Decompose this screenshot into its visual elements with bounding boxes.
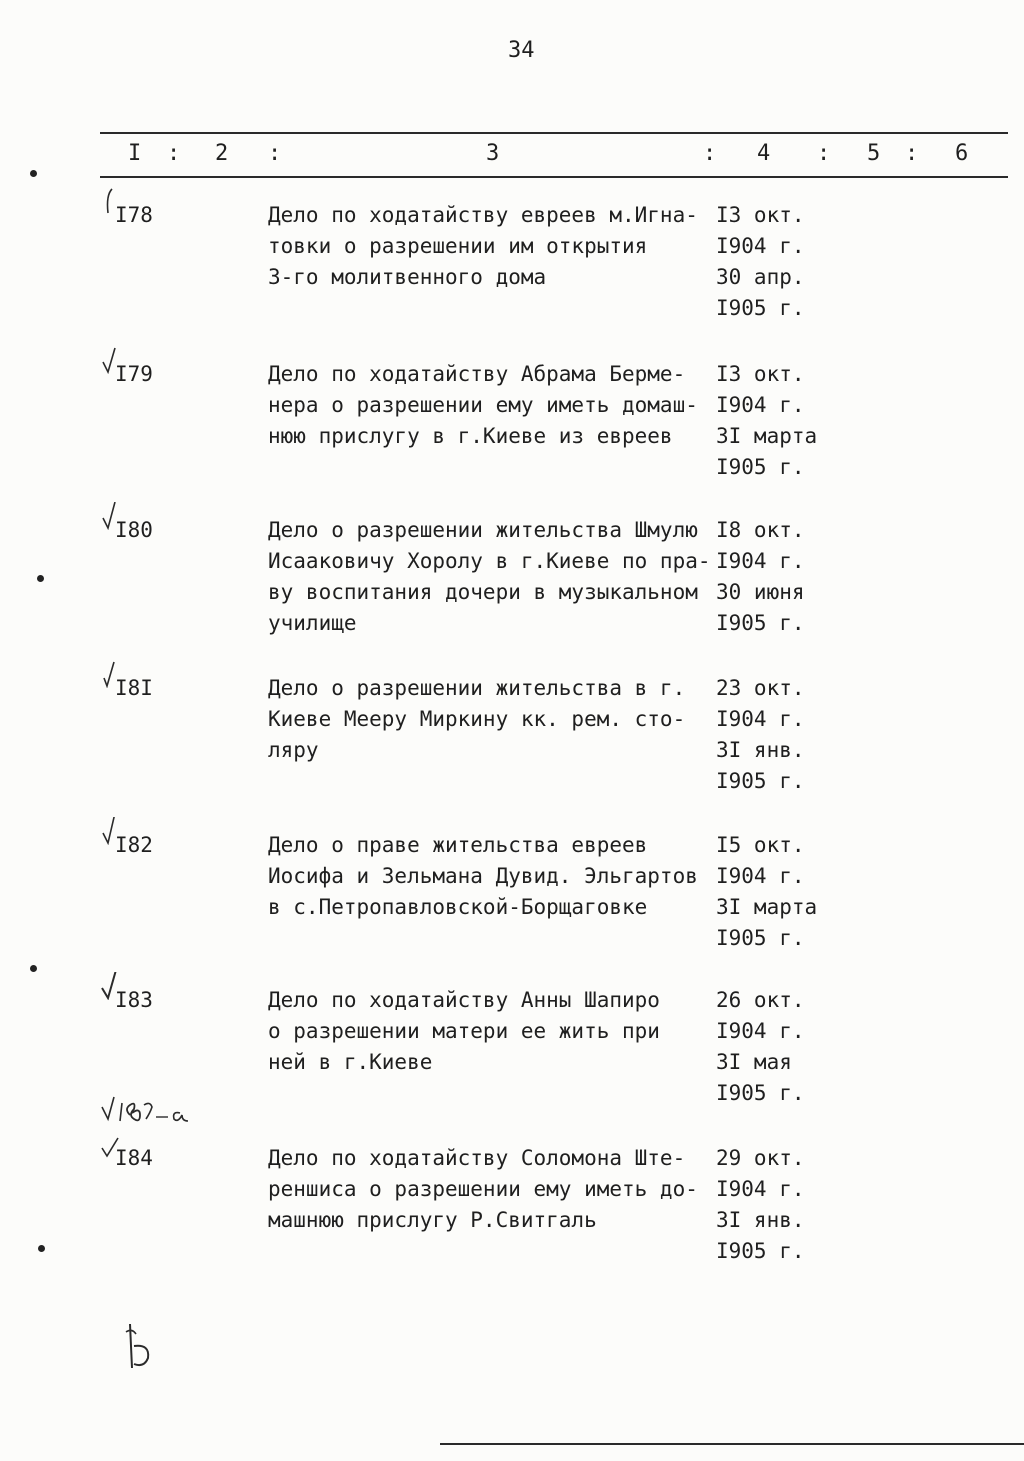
date-end-day: 30 июня [716,580,805,604]
entry-title-line: Киеве Мееру Миркину кк. рем. сто- [268,707,686,731]
column-separator: : [167,141,181,166]
date-end-year: I905 г. [716,1081,805,1105]
table-row [0,362,1024,502]
entry-title-line: нюю прислугу в г.Киеве из евреев [268,424,673,448]
entry-title-line: Дело о разрешении жительства в г. [268,676,686,700]
column-header-5: 5 [867,141,881,166]
column-separator: : [905,141,919,166]
date-end-year: I905 г. [716,769,805,793]
entry-title-line: ву воспитания дочери в музыкальном [268,580,698,604]
column-separator: : [817,141,831,166]
binder-hole-mark [38,1245,45,1252]
entry-number: I78 [115,203,153,227]
handwritten-signature [120,1322,160,1370]
date-end-day: 3I мая [716,1050,792,1074]
entry-title-line: Дело о праве жительства евреев [268,833,648,857]
table-row [0,676,1024,816]
binder-hole-mark [37,575,44,582]
table-row [0,833,1024,973]
entry-title-line: в с.Петропавловской-Борщаговке [268,895,648,919]
date-start-day: 23 окт. [716,676,805,700]
entry-title-line: Дело по ходатайству Абрама Берме- [268,362,686,386]
date-start-day: 26 окт. [716,988,805,1012]
date-start-day: I5 окт. [716,833,805,857]
entry-title-line: Иосифа и Зельмана Дувид. Эльгартов [268,864,698,888]
date-start-year: I904 г. [716,393,805,417]
date-start-day: I3 окт. [716,203,805,227]
column-separator: : [703,141,717,166]
date-start-year: I904 г. [716,864,805,888]
entry-title-line: реншиса о разрешении ему иметь до- [268,1177,698,1201]
table-row [0,203,1024,343]
column-header-3: 3 [486,141,500,166]
date-end-day: 30 апр. [716,265,805,289]
table-header-rule [100,176,1008,178]
entry-title-line: Дело о разрешении жительства Шмулю [268,518,698,542]
date-start-day: 29 окт. [716,1146,805,1170]
entry-title-line: нера о разрешении ему иметь домаш- [268,393,698,417]
table-row [0,518,1024,658]
entry-number: I82 [115,833,153,857]
date-end-year: I905 г. [716,926,805,950]
date-start-year: I904 г. [716,707,805,731]
date-end-day: 3I янв. [716,738,805,762]
table-top-rule [100,132,1008,134]
entry-title-line: ляру [268,738,319,762]
column-header-2: 2 [215,141,229,166]
entry-number: I80 [115,518,153,542]
binder-hole-mark [30,170,37,177]
page-bottom-rule [440,1443,1024,1445]
date-end-day: 3I янв. [716,1208,805,1232]
column-separator: : [268,141,282,166]
entry-title-line: товки о разрешении им открытия [268,234,648,258]
date-start-year: I904 г. [716,1019,805,1043]
table-row [0,1146,1024,1286]
entry-number: I79 [115,362,153,386]
date-end-day: 3I марта [716,895,818,919]
entry-title-line: Дело по ходатайству Соломона Ште- [268,1146,686,1170]
date-end-day: 3I марта [716,424,818,448]
date-start-year: I904 г. [716,234,805,258]
column-header-4: 4 [757,141,771,166]
page-number: 34 [508,38,535,63]
handwritten-pencil-note [100,1093,195,1129]
entry-title-line: Исааковичу Хоролу в г.Киеве по пра- [268,549,711,573]
binder-hole-mark [30,965,37,972]
date-end-year: I905 г. [716,455,805,479]
entry-title-line: о разрешении матери ее жить при [268,1019,660,1043]
entry-title-line: училище [268,611,357,635]
entry-number: I84 [115,1146,153,1170]
date-start-day: I8 окт. [716,518,805,542]
column-header-1: I [128,141,142,166]
date-end-year: I905 г. [716,296,805,320]
date-start-year: I904 г. [716,1177,805,1201]
date-start-day: I3 окт. [716,362,805,386]
date-end-year: I905 г. [716,611,805,635]
date-start-year: I904 г. [716,549,805,573]
entry-title-line: Дело по ходатайству Анны Шапиро [268,988,660,1012]
entry-title-line: Дело по ходатайству евреев м.Игна- [268,203,698,227]
entry-title-line: 3-го молитвенного дома [268,265,547,289]
column-header-6: 6 [955,141,969,166]
entry-title-line: машнюю прислугу Р.Свитгаль [268,1208,597,1232]
entry-number: I8I [115,676,153,700]
entry-title-line: ней в г.Киеве [268,1050,433,1074]
entry-number: I83 [115,988,153,1012]
date-end-year: I905 г. [716,1239,805,1263]
